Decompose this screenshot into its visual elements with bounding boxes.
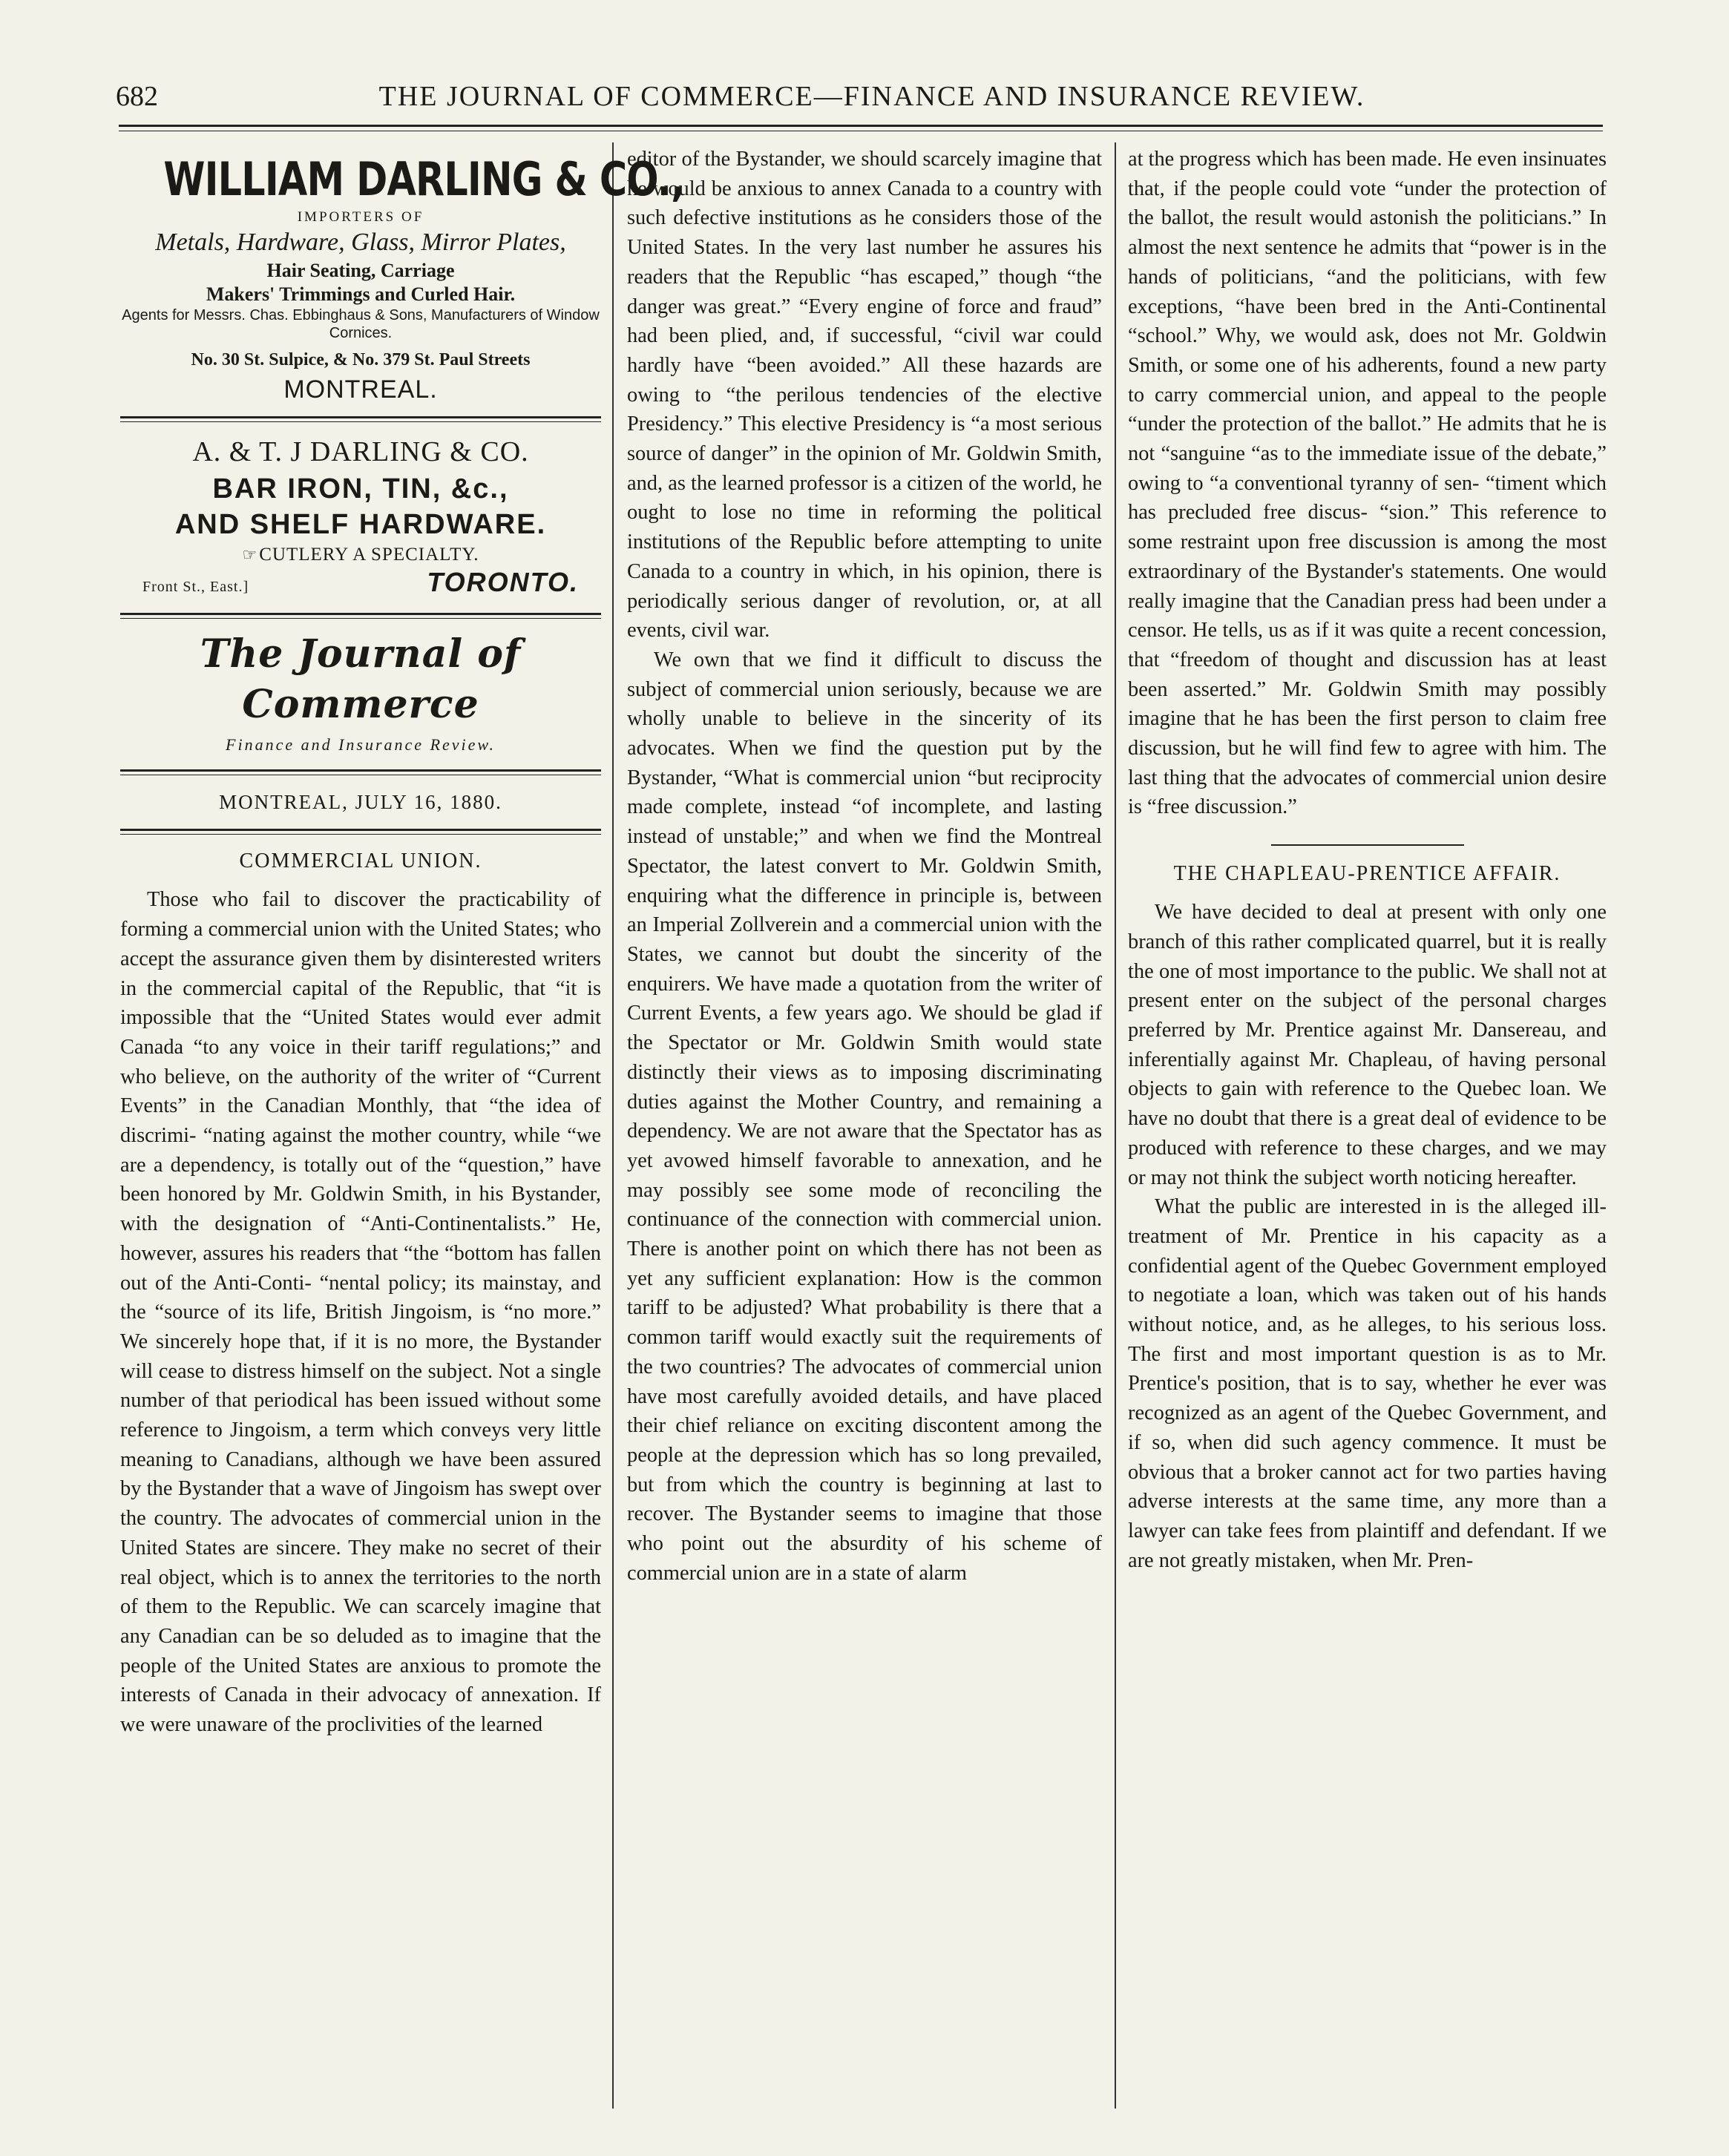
dateline: MONTREAL, JULY 16, 1880.: [219, 791, 502, 814]
ad-darling-address: No. 30 St. Sulpice, & No. 379 St. Paul Streets: [191, 350, 531, 369]
article1-paragraph-3: We own that we find it difficult to discuss the subject of commercial union seriously, because we are wholly unable to believe in the sincerity of its advocates. When we find the question put by the Bystander, “What is commercial union “but reciprocity made complete, instead “of incomplete, and lasting instead of unstable;” and when we find the Montreal Spectator, the latest convert to Mr. Goldwin Smith, enquiring what the difference in principle is, between an Imperial Zollverein and a commercial union with the States, we cannot but doubt the sincerity of the enquirers. We have made a quotation from the writer of Current Events, a few years ago. We should be glad if the Spectator or Mr. Goldwin Smith would state distinctly their views as to imposing discriminating duties against the Mother Country, and remaining a dependency. We are not aware that the Spectator has as yet avowed himself favorable to annexation, and he may possibly see some mode of reconciling the continuance of the connection with commercial union. There is another point on which there has not been as yet any sufficient explanation: How is the common tariff to be adjusted? What probability is there that a common tariff would exactly suit the requirements of the two countries? The advocates of commercial union have most carefully avoided details, and have placed their chief reliance on exciting discontent among the people at the depression which has so long prevailed, but from which the country is beginning at last to recover. The Bystander seems to imagine that those who point out the absurdity of his scheme of commercial union are in a state of alarm: [627, 648, 1102, 1585]
column-divider-2: [1115, 142, 1116, 2109]
ad-at-front: Front St., East.]: [142, 579, 249, 595]
ad-at-city: TORONTO.: [427, 567, 579, 597]
ad-darling-importers: IMPORTERS OF: [297, 209, 424, 225]
article1-paragraph-2: editor of the Bystander, we should scarcely imagine that he would be anxious to annex Canada to a country with such defective institutions as he considers those of the United States. In the very last number he assures his readers that the Republic “has escaped,” though “the danger was great.” “Every engine of force and fraud” had been plied, and, if successful, “civil war could hardly have “been avoided.” All these hazards are owing to “the perilous tendencies of the elective Presidency.” This elective Presidency is “a most serious source of danger” in the opinion of Mr. Goldwin Smith, and, as the learned professor is a citizen of the world, he ought to lose no time in reforming the political institutions of the Republic before attempting to unite Canada to a country in which, in his opinion, there is periodically serious danger of revolution, or, at all events, civil war.: [627, 148, 1102, 642]
masthead-subtitle: Finance and Insurance Review.: [226, 734, 496, 754]
ad-darling-name: WILLIAM DARLING & CO.,: [163, 152, 685, 206]
ad-william-darling: [120, 151, 685, 406]
ad-at-line2: AND SHELF HARDWARE.: [174, 509, 547, 540]
ad-darling-city: MONTREAL.: [283, 375, 438, 404]
ad-at-name: A. & T. J DARLING & CO.: [192, 436, 529, 467]
article-separator: [1271, 844, 1464, 846]
column-1: [120, 145, 685, 1740]
page-header: [111, 77, 1633, 120]
ad-at-footer: [120, 568, 601, 602]
dateline-rule-top: [120, 769, 601, 775]
ad-darling-goods: Metals, Hardware, Glass, Mirror Plates,: [155, 229, 566, 256]
column-2: [627, 145, 1102, 1588]
dateline-rule-bottom: [120, 829, 601, 835]
ad-at-line1: BAR IRON, TIN, &c.,: [212, 473, 509, 505]
ad-at-darling: [120, 433, 601, 602]
page-number: 682: [116, 81, 158, 112]
column-3: [1128, 145, 1607, 1575]
article2-paragraph-2: What the public are interested in is the alleged ill-treatment of Mr. Prentice in his capacity as a confidential agent of the Quebec Government employed to negotiate a loan, which was taken out of his hands without notice, and, as he alleges, to his serious loss. The first and most important question is as to Mr. Prentice's position, that is to say, whether he ever was recognized as an agent of the Quebec Government, and if so, when did such agency commence. It must be obvious that a broker cannot act for two parties having adverse interests at the same time, any more than a lawyer can take fees from plaintiff and defendant. If we are not greatly mistaken, when Mr. Pren-: [1128, 1195, 1607, 1572]
ad-darling-line2: Makers' Trimmings and Curled Hair.: [206, 283, 516, 305]
ad-at-cutlery: ☞CUTLERY A SPECIALTY.: [120, 542, 601, 568]
ad-separator: [120, 416, 601, 422]
article1-paragraph-1: Those who fail to discover the practicability of forming a commercial union with the United States; who accept the assurance given them by disinterested writers in the commercial capital of the Republic, that “it is impossible that the “United States would ever admit Canada “to any voice in their tariff regulations;” and who believe, on the authority of the writer of “Current Events” in the Canadian Monthly, that “the idea of discrimi- “nating against the mother country, while “we are a dependency, is totally out of the “question,” have been honored by Mr. Goldwin Smith, in his Bystander, with the designation of “Anti-Continentalists.” He, however, assures his readers that “the “bottom has fallen out of the Anti-Conti- “nental policy; its mainstay, and the “source of its life, British Jingoism, is “no more.” We sincerely hope that, if it is no more, the Bystander will cease to distress himself on the subject. Not a single number of that periodical has been issued without some reference to Jingoism, a term which conveys very little meaning to Canadians, although we have been assured by the Bystander that a wave of Jingoism has swept over the country. The advocates of commercial union in the United States are sincere. They make no secret of their real object, which is to annex the territories to the north of them to the Republic. We can scarcely imagine that any Canadian can be so deluded as to imagine that the people of the United States are anxious to promote the interests of Canada in their advocacy of annexation. If we were unaware of the proclivities of the learned: [120, 888, 601, 1737]
masthead-title: The Journal of Commerce: [200, 631, 522, 727]
ad-darling-line1: Hair Seating, Carriage: [266, 260, 455, 281]
ad-darling-agents: Agents for Messrs. Chas. Ebbinghaus & Sons, Manufacturers of Window Cornices.: [122, 307, 600, 341]
article2-paragraph-1: We have decided to deal at present with only one branch of this rather complicated quarrel, but it is really the one of most importance to the public. We shall not at present enter on the subject of the personal charges preferred by Mr. Prentice against Mr. Dansereau, and inferentially against Mr. Chapleau, of having personal objects to gain with reference to the Quebec loan. We have no doubt that there is a great deal of evidence to be produced with reference to these charges, and we may or may not think the subject worth noticing hereafter.: [1128, 901, 1607, 1189]
masthead-separator: [120, 613, 601, 619]
article-title-chapleau-prentice: THE CHAPLEAU-PRENTICE AFFAIR.: [1173, 862, 1561, 886]
article-title-commercial-union: COMMERCIAL UNION.: [239, 849, 482, 873]
running-title: THE JOURNAL OF COMMERCE—FINANCE AND INSURANCE REVIEW.: [378, 81, 1365, 112]
article1-paragraph-4: at the progress which has been made. He even insinuates that, if the people could vote “under the protection of the ballot, the result would astonish the politicians.” In almost the next sentence he admits that “power is in the hands of politicians, “and the politicians, with few exceptions, “have been bred in the Anti-Continental “school.” Why, we would ask, does not Mr. Goldwin Smith, or some one of his adherents, found a new party to carry commercial union, and appeal to the people “under the protection of the ballot.” He admits that he is not “sanguine “as to the immediate issue of the debate,” owing to “a conventional tyranny of sen- “timent which has precluded free discus- “sion.” This reference to some restraint upon free discussion is among the most extraordinary of the Bystander's statements. One would really imagine that the Canadian press had been under a censor. He tells, us as if it was quite a recent concession, that “freedom of thought and discussion has at least been asserted.” Mr. Goldwin Smith may possibly imagine that he has been the first person to claim free discussion, but he will find few to agree with him. The last thing that the advocates of commercial union desire is “free discussion.”: [1128, 148, 1607, 819]
header-rule: [119, 125, 1603, 127]
column-divider-1: [612, 142, 614, 2109]
pointing-hand-icon: ☞: [242, 545, 258, 564]
